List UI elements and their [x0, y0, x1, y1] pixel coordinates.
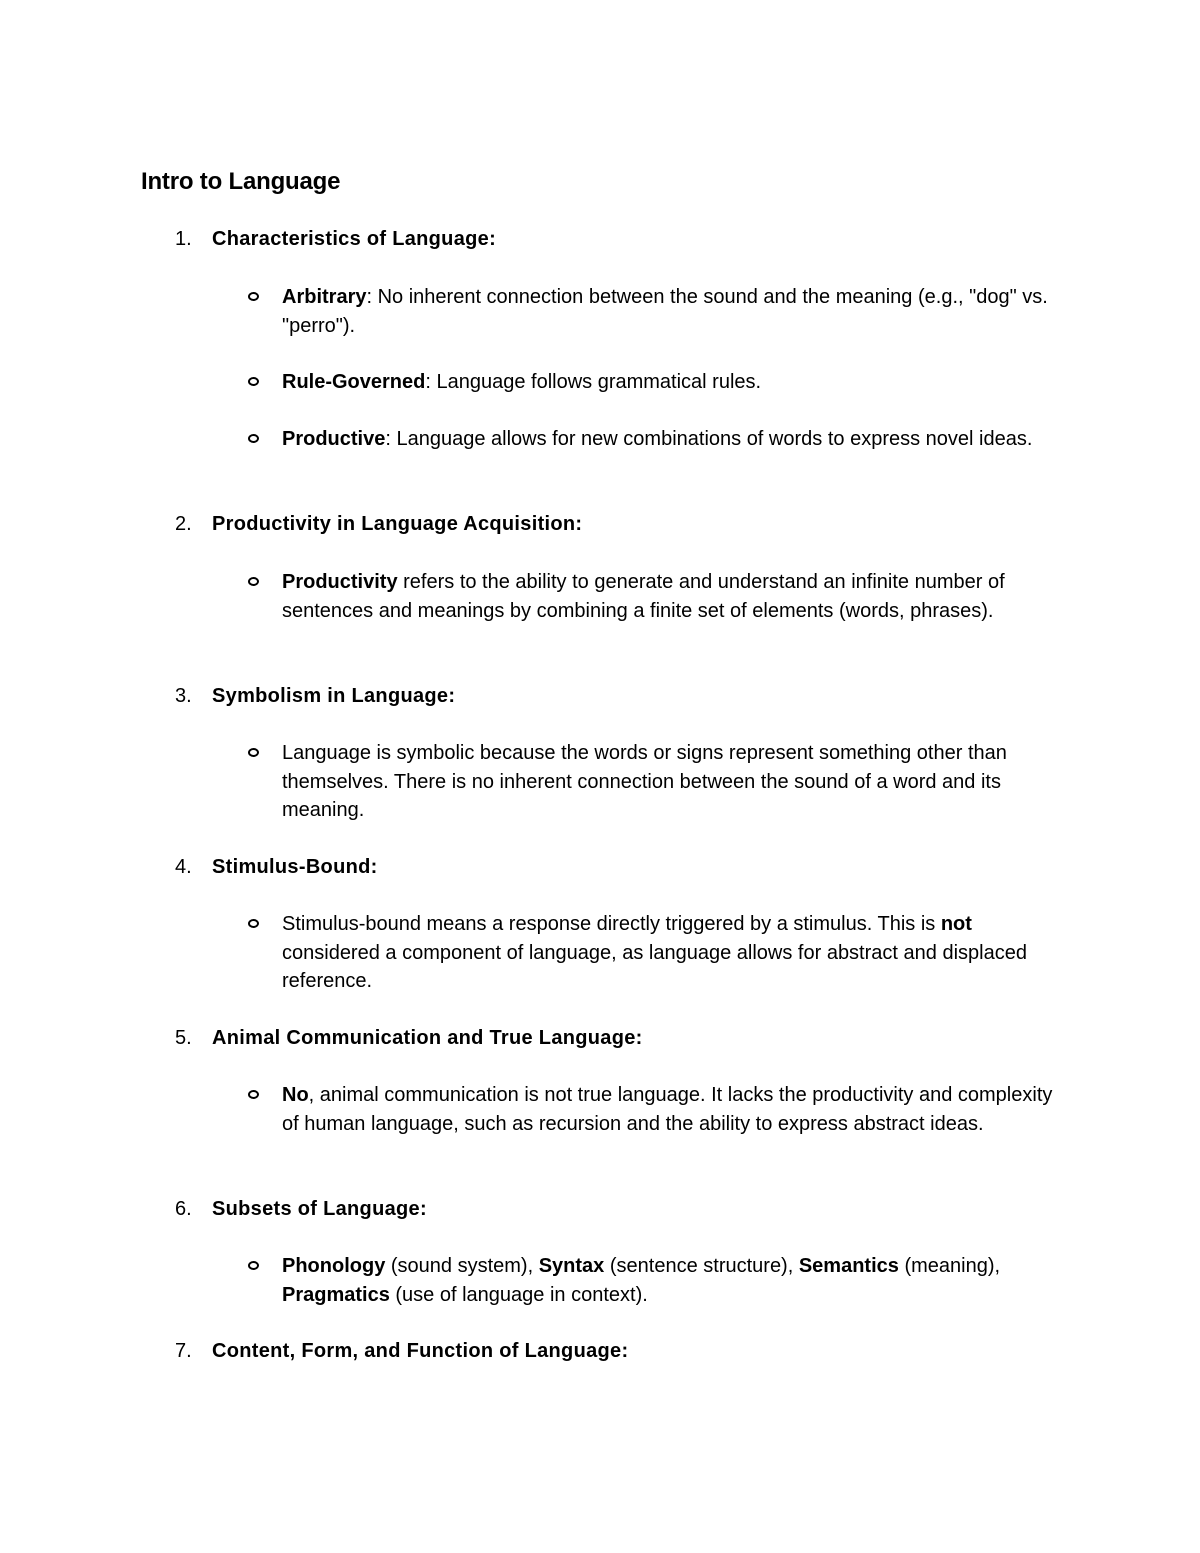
section-number: 2. — [175, 513, 192, 535]
bullet-body: Language is symbolic because the words or signs represent something other than themselves. There is no inherent connection between the sound of a word and its meaning. — [282, 742, 1007, 821]
section-number: 7. — [175, 1340, 192, 1362]
bullet-text — [282, 425, 1072, 454]
page-title: Intro to Language — [141, 168, 341, 195]
section-title: Subsets of Language: — [212, 1198, 427, 1220]
bullet-body: (sound system), — [385, 1255, 539, 1277]
bullet-body: : Language allows for new combinations of words to express novel ideas. — [385, 428, 1033, 450]
bold-term: Arbitrary — [282, 286, 367, 308]
bullet-text — [282, 739, 1072, 825]
bullet-text — [282, 910, 1072, 996]
bullet-body: considered a component of language, as language allows for abstract and displaced reference. — [282, 941, 1027, 992]
bullet-body: Stimulus-bound means a response directly triggered by a stimulus. This is — [282, 913, 941, 935]
bold-term: not — [940, 913, 972, 935]
hollow-circle-bullet-icon — [248, 292, 259, 301]
bold-term: Rule-Governed — [282, 371, 426, 393]
hollow-circle-bullet-icon — [248, 377, 259, 386]
bullet-text — [282, 368, 1072, 397]
bullet-text — [282, 1081, 1072, 1138]
bullet-text — [282, 568, 1072, 625]
section-title: Content, Form, and Function of Language: — [212, 1340, 629, 1362]
bold-term: Pragmatics — [282, 1283, 390, 1306]
hollow-circle-bullet-icon — [248, 748, 259, 757]
bold-term: Semantics — [798, 1255, 899, 1277]
section-title: Symbolism in Language: — [212, 685, 456, 707]
bullet-body: , animal communication is not true language. It lacks the productivity and complexity of human language, such as recursion and the ability to express abstract ideas. — [282, 1084, 1053, 1135]
section-number: 4. — [175, 856, 192, 878]
section-title: Productivity in Language Acquisition: — [212, 513, 583, 535]
hollow-circle-bullet-icon — [248, 434, 259, 443]
bullet-body: : Language follows grammatical rules. — [425, 371, 762, 393]
bullet-body: (sentence structure), — [604, 1255, 799, 1277]
section-number: 1. — [175, 228, 192, 250]
bullet-body: refers to the ability to generate and understand an infinite number of sentences and meanings by combining a finite set of elements (words, phrases). — [282, 571, 1005, 622]
hollow-circle-bullet-icon — [248, 577, 259, 586]
bold-term: Productivity — [282, 571, 398, 593]
bullet-body: (meaning), — [898, 1255, 1001, 1277]
bold-term: Syntax — [538, 1255, 605, 1277]
bold-term: No — [282, 1084, 309, 1106]
section-number: 5. — [175, 1027, 192, 1049]
section-title: Characteristics of Language: — [212, 228, 497, 250]
bold-term: Phonology — [282, 1255, 386, 1277]
bullet-text — [282, 283, 1072, 340]
hollow-circle-bullet-icon — [248, 1090, 259, 1099]
bullet-text — [282, 1252, 1072, 1309]
section-number: 3. — [175, 685, 192, 707]
bold-term: Productive — [282, 428, 386, 450]
bullet-body: : No inherent connection between the sound and the meaning (e.g., "dog" vs. "perro"). — [282, 286, 1048, 337]
section-number: 6. — [175, 1198, 192, 1220]
section-title: Animal Communication and True Language: — [212, 1027, 643, 1049]
bullet-body: (use of language in context). — [389, 1283, 648, 1306]
hollow-circle-bullet-icon — [248, 919, 259, 928]
hollow-circle-bullet-icon — [248, 1261, 259, 1270]
section-title: Stimulus-Bound: — [212, 856, 378, 878]
